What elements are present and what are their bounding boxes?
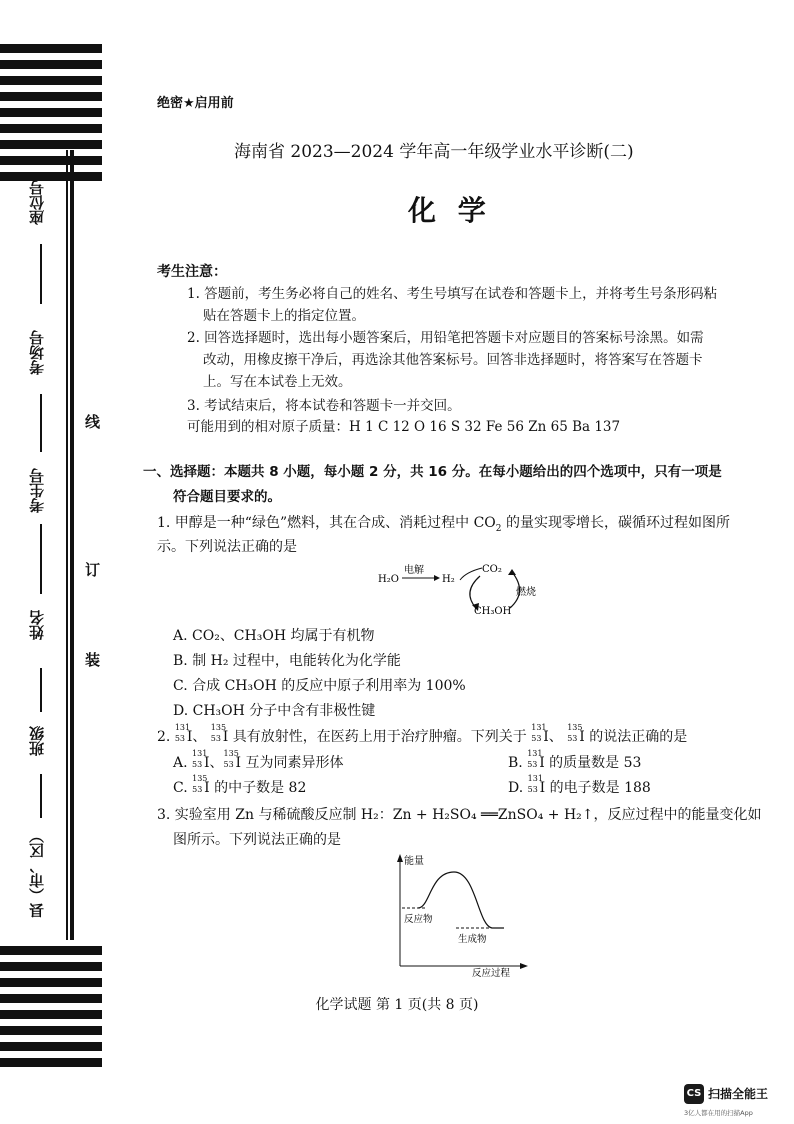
notice-item3: 3. 考试结束后，将本试卷和答题卡一并交回。 (187, 398, 461, 414)
q1-option-c: C. 合成 CH₃OH 的反应中原子利用率为 100% (173, 678, 466, 694)
subject-title: 化 学 (408, 194, 492, 227)
field-class: 班级 (28, 726, 46, 756)
q2-option-b: B. 131 53 I 的质量数是 53 (508, 749, 642, 771)
field-exam-room: 考场号 (28, 330, 46, 375)
q1-option-a: A. CO₂、CH₃OH 均属于有机物 (173, 628, 375, 644)
field-candidate-number: 考生号 (28, 468, 46, 513)
q1-stem-line1: 1. 甲醇是一种“绿色”燃料，其在合成、消耗过程中 $CO_2$ 的量实现零增长，碳循环过程如图所 (157, 515, 730, 534)
field-seat-number: 座位号 (28, 180, 46, 225)
binding-stripes-top (0, 44, 102, 188)
binding-line-inner (66, 150, 68, 940)
binding-mark-order: 订 (83, 562, 101, 577)
camscanner-tagline: 3亿人都在用的扫描App (684, 1109, 753, 1117)
q1-diagram-h2: H₂ (442, 574, 455, 585)
q3-products-label: 生成物 (458, 934, 487, 945)
q1-diagram-co2: CO₂ (482, 564, 502, 575)
q1-diagram-ch3oh: CH₃OH (474, 606, 512, 617)
q2-option-c: C. 135 53 I 的中子数是 82 (173, 774, 307, 796)
q2-option-d: D. 131 53 I 的电子数是 188 (508, 774, 651, 796)
q3-stem-line2: 图所示。下列说法正确的是 (173, 832, 341, 848)
q3-stem-line1: 3. 实验室用 Zn 与稀硫酸反应制 H₂：Zn + H₂SO₄ ══ZnSO₄ + H₂↑，反应过程中的能量变化如 (157, 807, 762, 823)
notice-item2-line3: 上。写在本试卷上无效。 (203, 374, 352, 390)
q1-option-d: D. CH₃OH 分子中含有非极性键 (173, 703, 376, 719)
q1-diagram-cycle-right-head (508, 569, 516, 575)
confidential-label: 绝密★启用前 (157, 96, 234, 111)
q1-diagram-arrowhead-1 (434, 575, 440, 581)
notice-item1-line2: 贴在答题卡上的指定位置。 (203, 308, 365, 324)
notice-item2-line1: 2. 回答选择题时，选出每小题答案后，用铅笔把答题卡对应题目的答案标号涂黑。如需 (187, 330, 704, 346)
q1-option-b: B. 制 H₂ 过程中，电能转化为化学能 (173, 653, 401, 669)
page-footer: 化学试题 第 1 页(共 8 页) (315, 997, 479, 1013)
q3-reactants-label: 反应物 (404, 914, 433, 925)
field-county: 县（市、区） (28, 828, 46, 918)
notice-item2-line2: 改动，用橡皮擦干净后，再选涂其他答案标号。回答非选择题时，将答案写在答题卡 (203, 352, 703, 368)
atomic-masses: 可能用到的相对原子质量：H 1 C 12 O 16 S 32 Fe 56 Zn 65 Ba 137 (187, 419, 621, 435)
q1-diagram-electrolysis: 电解 (404, 565, 424, 576)
camscanner-logo-icon: CS (684, 1084, 704, 1104)
camscanner-name: 扫描全能王 (708, 1087, 769, 1101)
q1-stem-line2: 示。下列说法正确的是 (157, 539, 297, 555)
exam-title: 海南省 2023—2024 学年高一年级学业水平诊断(二) (234, 142, 634, 162)
q3-x-axis-arrow (520, 963, 528, 969)
binding-line (70, 150, 74, 940)
notice-heading: 考生注意： (157, 264, 227, 280)
q1-diagram-combustion: 燃烧 (516, 587, 536, 598)
q3-x-label: 反应过程 (472, 968, 511, 978)
q3-energy-diagram (392, 850, 532, 978)
section1-heading-line2: 符合题目要求的。 (173, 489, 281, 505)
binding-mark-bind: 装 (83, 652, 101, 667)
q1-diagram-h2o: H₂O (378, 574, 399, 585)
notice-item1-line1: 1. 答题前，考生务必将自己的姓名、考生号填写在试卷和答题卡上，并将考生号条形码粘 (187, 286, 718, 302)
section1-heading-line1: 一、选择题：本题共 8 小题，每小题 2 分，共 16 分。在每小题给出的四个选项中，只有一项是 (143, 464, 722, 480)
q3-y-label: 能量 (404, 856, 424, 867)
field-name: 姓名 (28, 610, 46, 640)
q1-carbon-cycle-diagram (376, 558, 576, 622)
q3-y-axis-arrow (397, 854, 403, 862)
q2-stem: 2. 131 53 I、 135 53 I 具有放射性，在医药上用于治疗肿瘤。下列关于 131 53 I、 135 53 I 的说法正确的是 (157, 723, 688, 745)
binding-mark-line: 线 (83, 414, 101, 429)
q2-option-a: A. 131 53 I、 135 53 I 互为同素异形体 (173, 749, 344, 771)
q1-diagram-arrow-2 (460, 568, 482, 580)
